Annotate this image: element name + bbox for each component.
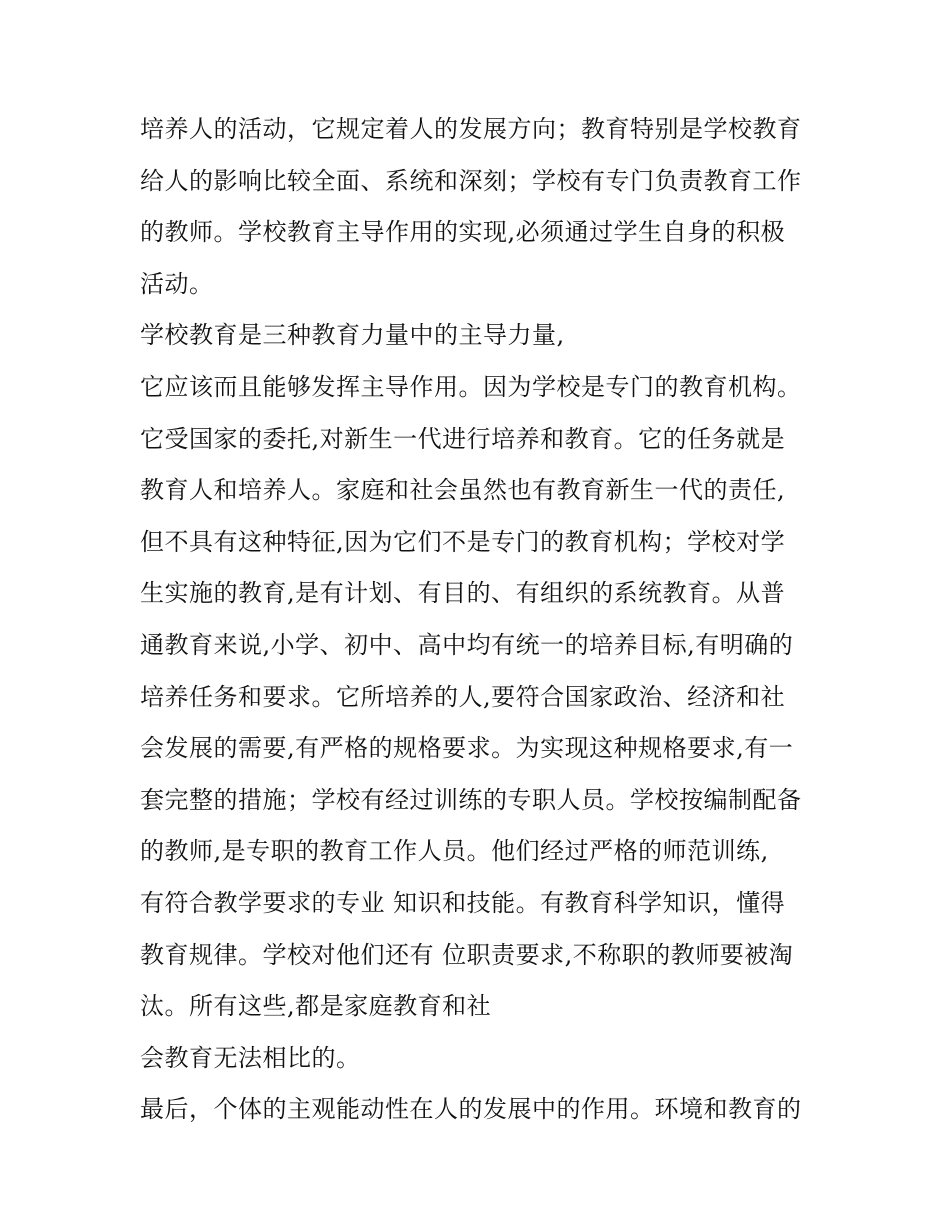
text-line: 会发展的需要,有严格的规格要求。为实现这种规格要求,有一	[140, 734, 794, 763]
text-line: 最后，个体的主观能动性在人的发展中的作用。环境和教育的	[140, 1095, 802, 1124]
text-line: 培养人的活动，它规定着人的发展方向；教育特别是学校教育	[140, 115, 802, 143]
text-line: 通教育来说,小学、初中、高中均有统一的培养目标,有明确的	[140, 630, 794, 659]
text-line: 汰。所有这些,都是家庭教育和社	[140, 992, 492, 1021]
text-line: 活动。	[140, 269, 214, 298]
text-line: 的教师。学校教育主导作用的实现,必须通过学生自身的积极	[140, 218, 786, 247]
text-line: 教育规律。学校对他们还有 位职责要求,不称职的教师要被淘	[140, 940, 794, 969]
text-line: 给人的影响比较全面、系统和深刻；学校有专门负责教育工作	[140, 166, 802, 195]
text-line: 套完整的措施；学校有经过训练的专职人员。学校按编制配备	[140, 785, 802, 814]
body-text	[140, 104, 830, 1136]
text-line: 有符合教学要求的专业 知识和技能。有教育科学知识，懂得	[140, 888, 786, 917]
text-line: 教育人和培养人。家庭和社会虽然也有教育新生一代的责任,	[140, 476, 786, 505]
text-line: 会教育无法相比的。	[140, 1043, 361, 1072]
text-line: 但不具有这种特征,因为它们不是专门的教育机构；学校对学	[140, 527, 786, 556]
text-line: 培养任务和要求。它所培养的人,要符合国家政治、经济和社	[140, 682, 786, 711]
text-line: 生实施的教育,是有计划、有目的、有组织的系统教育。从普	[140, 579, 786, 608]
text-line: 它应该而且能够发挥主导作用。因为学校是专门的教育机构。	[140, 372, 802, 401]
text-line: 学校教育是三种教育力量中的主导力量,	[140, 321, 565, 350]
text-line: 的教师,是专职的教育工作人员。他们经过严格的师范训练,	[140, 837, 769, 866]
text-line: 它受国家的委托,对新生一代进行培养和教育。它的任务就是	[140, 424, 786, 453]
